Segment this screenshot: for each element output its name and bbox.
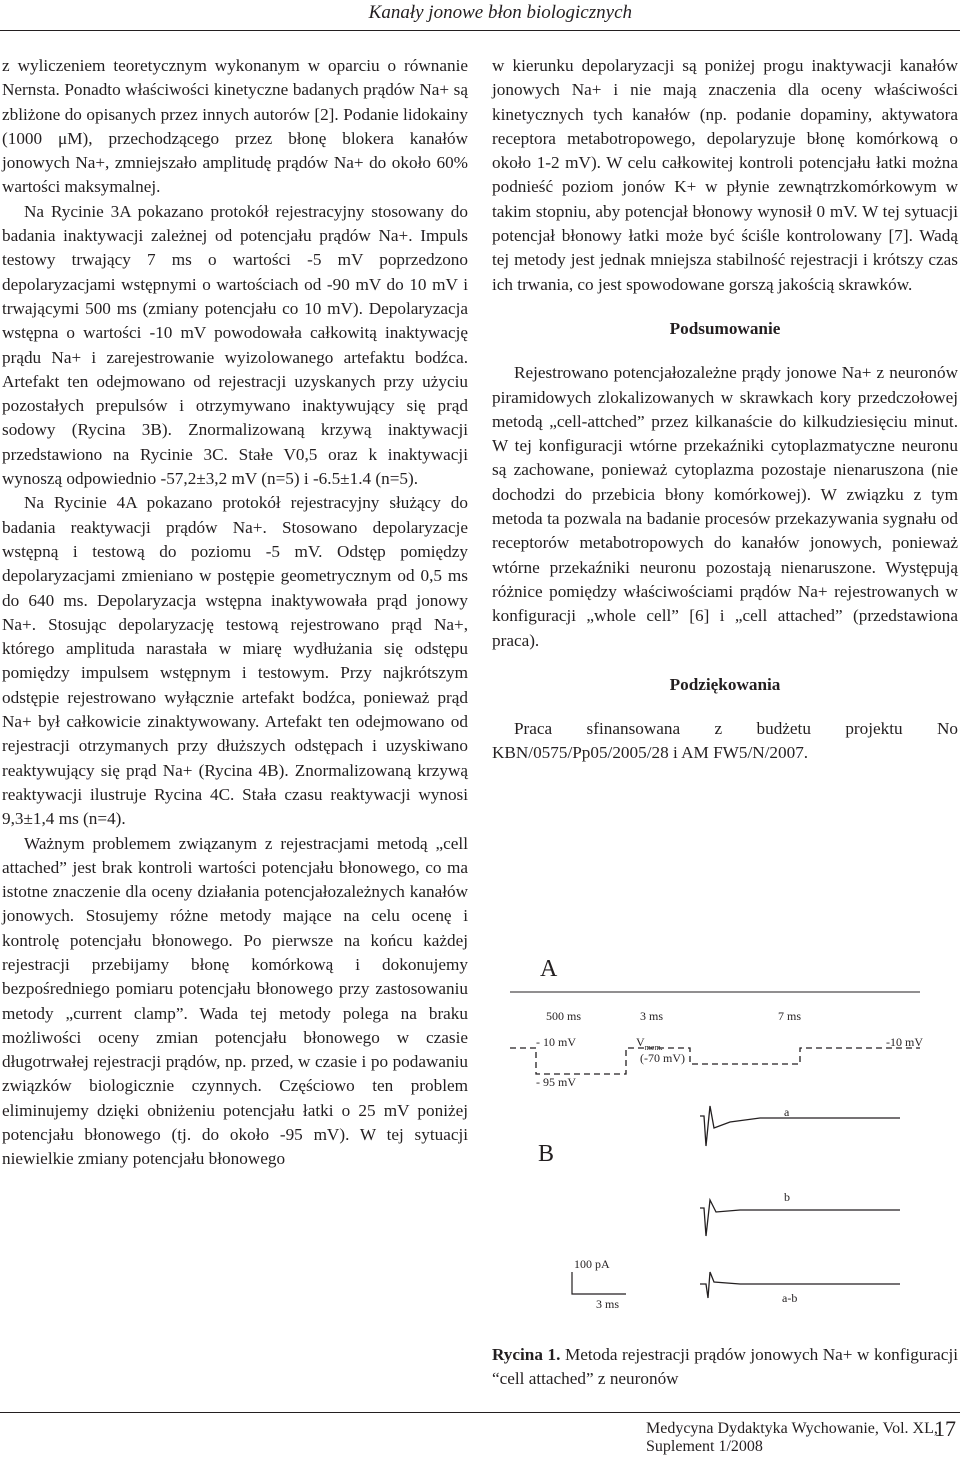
left-paragraph-3: Na Rycinie 4A pokazano protokół rejestracyjny służący do badania reaktywacji prądów Na+. Stosowano depolaryzacje wstępną i testową do poziomu -5 mV. Odstęp pomiędzy depolaryzacjami zmieniano w postępie geometrycznym od 0,5 ms do 640 ms. Depolaryzacja wstępna inaktywowała prąd jonowy Na+. Stosując depolaryzację testową rejestrowano prąd Na+, którego amplituda narastała w miarę wydłużania się odstępu pomiędzy impulsem wstępnym i testowym. Przy najkrótszym odstępie rejestrowano wyłącznie artefakt bodźca, ponieważ prąd Na+ był całkowicie zinaktywowany. Artefakt ten odejmowano od rejestracji otrzymanych przy dłuższych odstępach i uzyskiwano reaktywujący się prąd Na+ (Rycina 4B). Znormalizowaną krzywą reaktywacji ilustruje Rycina 4C. Stała czasu reaktywacji wynosi 9,3±1,4 ms (n=4). [2,493,468,829]
footer-rule [0,1412,960,1413]
header-rule [0,30,960,31]
figure-1 [500,946,940,1336]
journal-footer: Medycyna Dydaktyka Wychowanie, Vol. XL, Suplement 1/2008 [646,1420,938,1455]
summary-heading: Podsumowanie [669,318,781,338]
voltage-label-1: - 10 mV [536,1035,576,1049]
trace-a-label: a [784,1105,790,1119]
left-paragraph-2: Na Rycinie 3A pokazano protokół rejestracyjny stosowany do badania inaktywacji zależnej od potencjału prądów Na+. Impuls testowy trwający 7 ms o wartości -5 mV poprzedzono depolaryzacjami wstępnymi o wartościach od -90 mV do 10 mV i trwającymi 500 ms (zmiany potencjału co 10 mV). Depolaryzacja wstępna o wartości -10 mV powodowała całkowitą inaktywację prądu Na+ i zarejestrowanie wyizolowanego artefaktu bodźca. Artefakt ten odejmowano od rejestracji uzyskanych przy użyciu pozostałych prepulsów i otrzymywano inaktywujący się prąd sodowy (Rycina 3B). Znormalizowaną krzywą inaktywacji przedstawiono na Rycinie 3C. Stałe V0,5 oraz k inaktywacji wynoszą odpowiednio -57,2±3,2 mV (n=5) i -6.5±1.4 (n=5). [2,201,468,489]
figure-1-graphic [500,946,940,1336]
left-paragraph-1: z wyliczeniem teoretycznym wykonanym w oparciu o równanie Nernsta. Ponadto właściwości kinetyczne badanych prądów Na+ są zbliżone do opisanych przez innych autorów [2]. Podanie lidokainy (1000 μM), przechodzącego przez błonę blokera kanałów jonowych Na+, zmniejszało amplitudę prądów Na+ do około 60% wartości maksymalnej. [2,56,468,197]
figure-caption-text: Metoda rejestracji prądów jonowych Na+ w konfiguracji “cell attached” z neuronów [492,1345,958,1389]
trace-a-minus-b [700,1272,900,1298]
voltage-label-2: - 95 mV [536,1075,576,1089]
panel-a-label: A [540,956,558,982]
right-column [492,54,958,766]
acknowledgements-heading: Podziękowania [669,674,781,694]
duration-label-2: 3 ms [640,1009,664,1023]
right-paragraph-2: Rejestrowano potencjałozależne prądy jonowe Na+ z neuronów piramidowych zlokalizowanych w skrawkach kory przedczołowej metodą „cell-attched” przez kilkanaście do kilkudziesięciu minut. W tej konfiguracji wtórne przekaźniki cytoplazmatyczne neuronu są zachowane, ponieważ cytoplazma pozostaje nienaruszona (nie dochodzi do przebicia błony komórkowej). W związku z tym metoda ta pozwala na badanie procesów przekazywania sygnału od receptorów metabotropowych do kanałów jonowych, ponieważ wtórne przekaźniki neuronu pozostają nienaruszone. Występują różnice pomiędzy właściwościami prądów Na+ rejestrowanych w konfiguracji „whole cell” [6] i „cell attached” (przedstawiona praca). [492,363,958,650]
trace-a [700,1106,900,1146]
voltage-protocol-trace [510,1048,920,1074]
duration-label-3: 7 ms [778,1009,802,1023]
scale-current-label: 100 pA [574,1257,610,1271]
trace-ab-label: a-b [782,1291,798,1305]
figure-caption-label: Rycina 1. [492,1345,561,1364]
scale-time-label: 3 ms [596,1297,620,1311]
page-header [0,0,960,30]
trace-b [700,1200,900,1236]
scale-bar [572,1272,626,1294]
panel-b-label: B [538,1141,555,1167]
duration-label-1: 500 ms [546,1009,582,1023]
voltage-label-3: -10 mV [886,1035,923,1049]
page-number: 17 [934,1416,956,1441]
figure-caption [492,1343,958,1392]
vmem-value: (-70 mV) [640,1051,685,1065]
vmem-label: $V_{mem.}$ [636,1035,663,1052]
right-paragraph-1: w kierunku depolaryzacji są poniżej progu inaktywacji kanałów jonowych Na+ i nie mają znaczenia dla oceny właściwości kinetycznych tych kanałów (np. podanie dopaminy, aktywatora receptora metabotropowego, depolaryzuje błonę komórkową o około 1-2 mV). W celu całkowitej kontroli potencjału łatki można podnieść poziom jonów K+ w płynie zewnątrzkomórkowym w takim stopniu, aby potencjał błonowy wynosił 0 mV. W tej sytuacji potencjał błonowy łatki może być ściśle kontrolowany [7]. Wadą tej metody jest jednak mniejsza stabilność rejestracji i krótszy czas ich trwania, co jest spowodowane gorszą jakością skrawków. [492,56,958,294]
left-paragraph-4: Ważnym problemem związanym z rejestracjami metodą „cell attached” jest brak kontroli wartości potencjału błonowego, co ma istotne znaczenie dla oceny działania potencjałozależnych kanałów jonowych. Stosujemy różne metody mające na celu ocenę i kontrolę potencjału błonowego. Po pierwsze na końcu każdej rejestracji przebijamy błonę komórkową i dokonujemy bezpośredniego pomiaru potencjału błonowego przy zastosowaniu metody „current clamp”. Wada tej metody polega na braku możliwości oceny zmian potencjału błonowego w czasie długotrwałej rejestracji prądów, np. przed, w czasie i po podawaniu związków biologicznie czynnych. Częściowo ten problem eliminujemy dzięki obniżeniu potencjału łatki o 25 mV poniżej potencjału błonowego (tj. do około -95 mV). W tej sytuacji niewielkie zmiany potencjału błonowego [2,833,468,1169]
right-paragraph-3: Praca sfinansowana z budżetu projektu No KBN/0575/Pp05/2005/28 i AM FW5/N/2007. [492,719,958,763]
trace-b-label: b [784,1190,790,1204]
running-title: Kanały jonowe błon biologicznych [368,2,632,23]
left-column [2,54,468,1172]
